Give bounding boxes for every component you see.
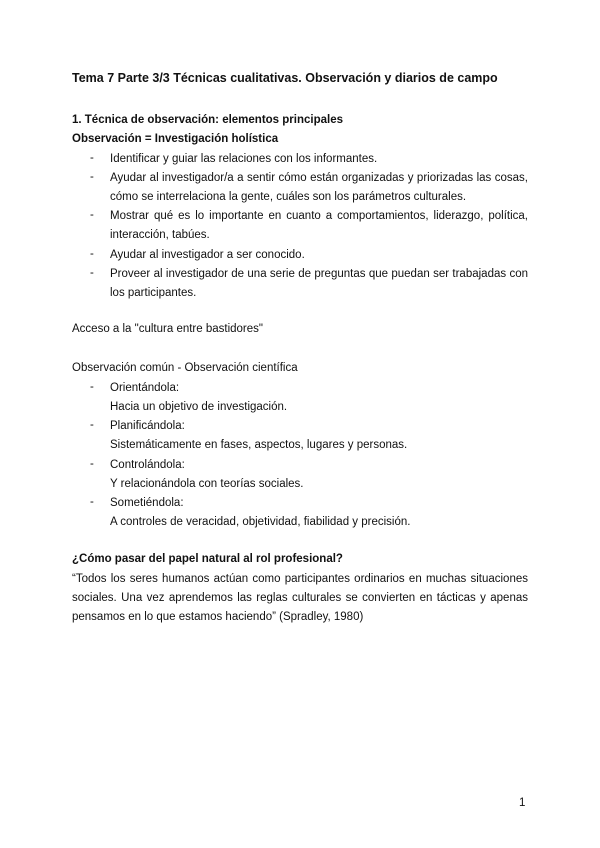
quote-paragraph: “Todos los seres humanos actúan como participantes ordinarios en muchas situaciones sociales. Una vez aprendemos las reglas culturales se convierten en tácticas y apenas pensamos en lo que estamos haciendo” (Spradley, 1980) xyxy=(72,573,528,623)
acceso-line: Acceso a la "cultura entre bastidores" xyxy=(72,323,263,335)
page-number: 1 xyxy=(519,797,526,809)
bullet-dash: - xyxy=(90,209,94,221)
comparison-label: Sometiéndola: xyxy=(110,497,184,509)
document-title: Tema 7 Parte 3/3 Técnicas cualitativas. Observación y diarios de campo xyxy=(72,71,498,85)
question-heading: ¿Cómo pasar del papel natural al rol profesional? xyxy=(72,553,343,565)
bullet-item: Identificar y guiar las relaciones con los informantes. xyxy=(110,153,378,165)
comparison-label: Planificándola: xyxy=(110,420,185,432)
comparison-detail: Y relacionándola con teorías sociales. xyxy=(110,478,304,490)
bullet-item: Ayudar al investigador/a a sentir cómo están organizadas y priorizadas las cosas, cómo se interrelaciona la gente, cuáles son los parámetros culturales. xyxy=(110,172,528,203)
bullet-item: Mostrar qué es lo importante en cuanto a comportamientos, liderazgo, política, interacción, tabúes. xyxy=(110,210,528,241)
bullet-dash: - xyxy=(90,381,94,393)
comparison-heading: Observación común - Observación científica xyxy=(72,362,298,374)
bullet-dash: - xyxy=(90,496,94,508)
bullet-dash: - xyxy=(90,171,94,183)
bullet-dash: - xyxy=(90,458,94,470)
comparison-detail: Sistemáticamente en fases, aspectos, lugares y personas. xyxy=(110,439,408,451)
bullet-dash: - xyxy=(90,248,94,260)
bullet-item: Proveer al investigador de una serie de preguntas que puedan ser trabajadas con los participantes. xyxy=(110,268,528,299)
section-heading: 1. Técnica de observación: elementos principales xyxy=(72,114,343,126)
bullet-dash: - xyxy=(90,419,94,431)
bullet-dash: - xyxy=(90,152,94,164)
comparison-detail: Hacia un objetivo de investigación. xyxy=(110,401,288,413)
section-subheading: Observación = Investigación holística xyxy=(72,133,279,145)
comparison-detail: A controles de veracidad, objetividad, fiabilidad y precisión. xyxy=(110,516,411,528)
bullet-item: Ayudar al investigador a ser conocido. xyxy=(110,249,305,261)
bullet-dash: - xyxy=(90,267,94,279)
comparison-label: Orientándola: xyxy=(110,382,180,394)
comparison-label: Controlándola: xyxy=(110,459,185,471)
